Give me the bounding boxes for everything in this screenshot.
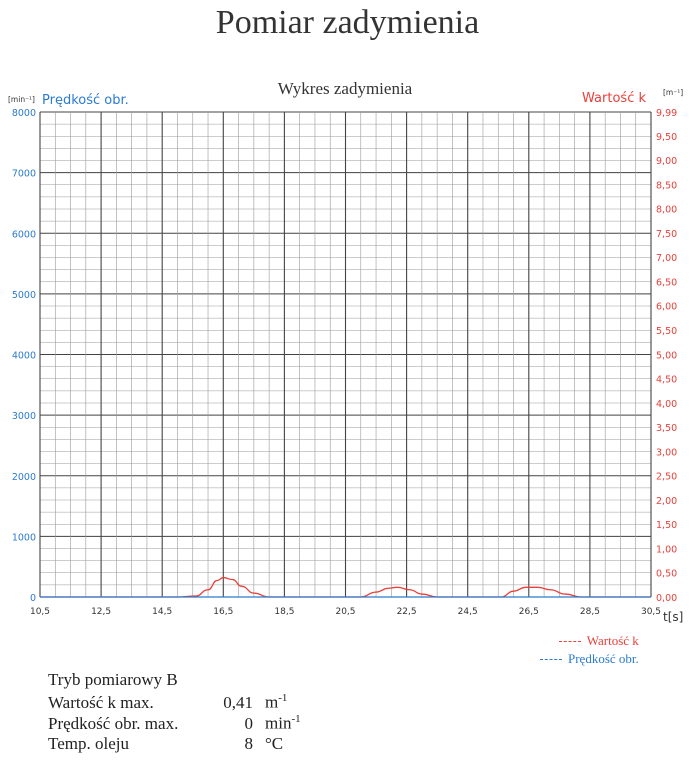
y-left-tick-label: 5000 bbox=[11, 289, 36, 301]
y-right-tick-label: 4,00 bbox=[656, 398, 678, 410]
y-left-tick-label: 2000 bbox=[11, 471, 36, 483]
y-left-tick-label: 1000 bbox=[11, 532, 36, 544]
y-right-tick-label: 5,00 bbox=[656, 350, 678, 362]
page-title: Pomiar zadymienia bbox=[215, 4, 480, 41]
y-right-tick-label: 0,00 bbox=[656, 593, 678, 604]
y-left-tick-label: 3000 bbox=[11, 411, 36, 423]
x-axis-title: t[s] bbox=[663, 610, 684, 624]
left-axis-title: Prędkość obr. bbox=[42, 93, 129, 108]
y-right-tick-label: 3,50 bbox=[656, 423, 678, 435]
y-left-tick-label: 4000 bbox=[11, 350, 36, 362]
x-tick-label: 28,5 bbox=[579, 607, 600, 617]
x-tick-label: 18,5 bbox=[274, 607, 295, 617]
y-right-tick-label: 7,00 bbox=[656, 253, 678, 265]
y-right-tick-label: 9,00 bbox=[656, 156, 678, 168]
y-right-tick-label: 6,00 bbox=[656, 301, 678, 313]
x-tick-label: 24,5 bbox=[457, 607, 478, 617]
summary-label: Temp. oleju bbox=[48, 734, 129, 753]
y-right-tick-label: 9,99 bbox=[656, 108, 678, 119]
x-tick-label: 20,5 bbox=[335, 607, 356, 617]
y-right-tick-label: 2,50 bbox=[656, 471, 678, 483]
x-tick-label: 30,5 bbox=[640, 607, 662, 617]
x-tick-label: 10,5 bbox=[29, 607, 51, 617]
x-tick-label: 26,5 bbox=[518, 607, 539, 617]
summary-value: 8 bbox=[244, 734, 253, 753]
y-right-tick-label: 2,00 bbox=[656, 495, 678, 507]
measurement-mode: Tryb pomiarowy B bbox=[48, 670, 178, 689]
summary-row-k-max bbox=[48, 692, 301, 713]
right-axis-unit: [m⁻¹] bbox=[663, 88, 684, 97]
y-right-tick-label: 8,50 bbox=[656, 180, 678, 192]
y-left-tick-label: 8000 bbox=[11, 108, 36, 119]
y-right-tick-label: 3,00 bbox=[656, 447, 678, 459]
legend-item-speed bbox=[540, 650, 639, 668]
summary-unit: $m^{-1}$ bbox=[265, 692, 288, 712]
x-tick-label: 16,5 bbox=[213, 607, 234, 617]
x-tick-label: 14,5 bbox=[152, 607, 173, 617]
legend-label-k: Wartość k bbox=[586, 633, 639, 648]
chart-legend bbox=[540, 632, 639, 668]
summary-label: Wartość k max. bbox=[48, 692, 154, 712]
y-right-tick-label: 4,50 bbox=[656, 374, 678, 386]
summary-row-oil-temp bbox=[48, 734, 301, 755]
legend-line-k bbox=[559, 641, 581, 642]
chart-title: Wykres zadymienia bbox=[277, 79, 413, 98]
summary-unit: $\min^{-1}$ bbox=[265, 713, 301, 733]
summary-label: Prędkość obr. max. bbox=[48, 713, 179, 733]
legend-line-speed bbox=[540, 659, 562, 660]
legend-item-k bbox=[540, 632, 639, 650]
chart-grid bbox=[40, 112, 651, 597]
y-right-tick-label: 1,50 bbox=[656, 520, 678, 532]
y-right-tick-label: 9,50 bbox=[656, 131, 678, 143]
y-right-tick-label: 5,50 bbox=[656, 325, 678, 337]
summary-value: 0 bbox=[244, 713, 253, 733]
y-right-tick-label: 7,50 bbox=[656, 228, 678, 240]
y-right-tick-label: 6,50 bbox=[656, 277, 678, 289]
smoke-chart bbox=[0, 70, 695, 630]
y-left-tick-label: 0 bbox=[29, 593, 36, 604]
right-axis-title: Wartość k bbox=[582, 91, 646, 106]
left-axis-unit: [min⁻¹] bbox=[8, 95, 35, 104]
summary-row-speed-max bbox=[48, 713, 301, 734]
summary-value: 0,41 bbox=[223, 692, 253, 712]
y-left-tick-label: 7000 bbox=[11, 168, 36, 180]
y-left-tick-label: 6000 bbox=[11, 229, 36, 241]
x-tick-label: 22,5 bbox=[396, 607, 417, 617]
y-right-tick-label: 1,00 bbox=[656, 544, 678, 556]
y-right-tick-label: 8,00 bbox=[656, 204, 678, 216]
legend-label-speed: Prędkość obr. bbox=[568, 651, 639, 666]
summary-unit: °C bbox=[265, 734, 284, 753]
y-right-tick-label: 0,50 bbox=[656, 568, 678, 580]
x-tick-label: 12,5 bbox=[91, 607, 112, 617]
measurement-summary bbox=[48, 670, 301, 755]
